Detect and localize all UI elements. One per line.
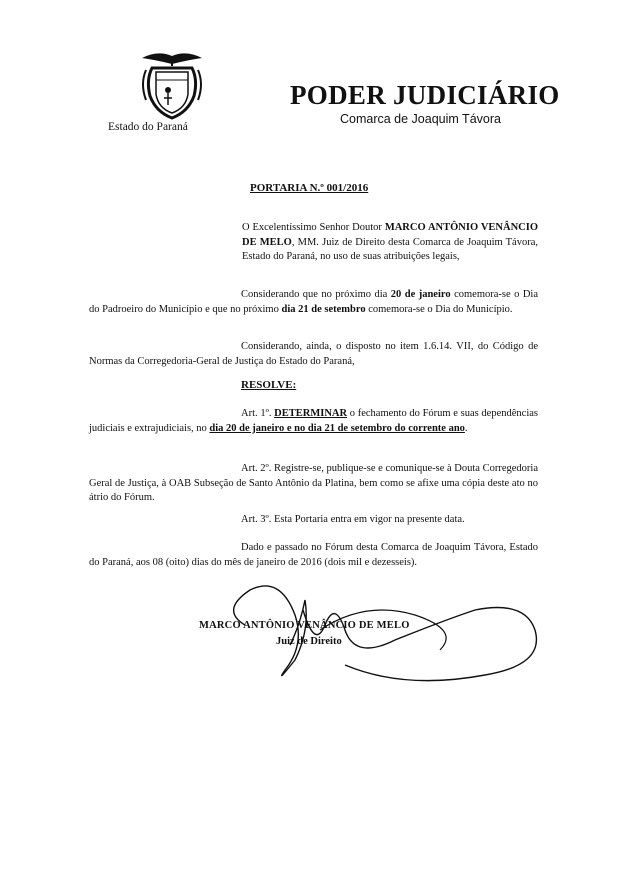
judge-name: MARCO ANTÔNIO VENÂNCIO DE MELO [242, 222, 538, 248]
considerando-paragraph-1: Considerando que no próximo dia 20 de janeiro comemora-se o Dia do Padroeiro do Município e que no próximo dia 21 de setembro comemora-se o Dia do Município. [89, 289, 538, 315]
closing-paragraph: Dado e passado no Fórum desta Comarca de Joaquim Távora, Estado do Paraná, aos 08 (oito) dias do mês de janeiro de 2016 (dois mil e dezesseis). [89, 542, 538, 568]
article-1: Art. 1º. DETERMINAR o fechamento do Fórum e suas dependências judiciais e extrajudiciais, no dia 20 de janeiro e no dia 21 de setembro do corrente ano. [89, 408, 538, 434]
handwritten-signature [225, 570, 555, 700]
page-title: PODER JUDICIÁRIO [290, 80, 560, 110]
signature-name: MARCO ANTÔNIO VENÂNCIO DE MELO [199, 620, 410, 631]
portaria-title: PORTARIA N.º 001/2016 [250, 182, 369, 194]
parana-coat-of-arms-icon [138, 50, 206, 120]
resolve-heading: RESOLVE: [241, 379, 297, 391]
page-subtitle: Comarca de Joaquim Távora [340, 112, 501, 126]
intro-paragraph: O Excelentíssimo Senhor Doutor MARCO ANTÔNIO VENÂNCIO DE MELO, MM. Juiz de Direito desta Comarca de Joaquim Távora, Estado do Paraná, no uso de suas atribuições legais, [242, 222, 538, 262]
article-2: Art. 2º. Registre-se, publique-se e comunique-se à Douta Corregedoria Geral de Justiça, à OAB Subseção de Santo Antônio da Platina, bem como se afixe uma cópia deste ato no átrio do Fórum. [89, 463, 538, 503]
article-3: Art. 3º. Esta Portaria entra em vigor na presente data. [241, 514, 465, 525]
crest-caption: Estado do Paraná [108, 121, 188, 133]
considerando-paragraph-2: Considerando, ainda, o disposto no item 1.6.14. VII, do Código de Normas da Corregedoria-Geral de Justiça do Estado do Paraná, [89, 341, 538, 367]
signature-role: Juiz de Direito [276, 636, 342, 647]
